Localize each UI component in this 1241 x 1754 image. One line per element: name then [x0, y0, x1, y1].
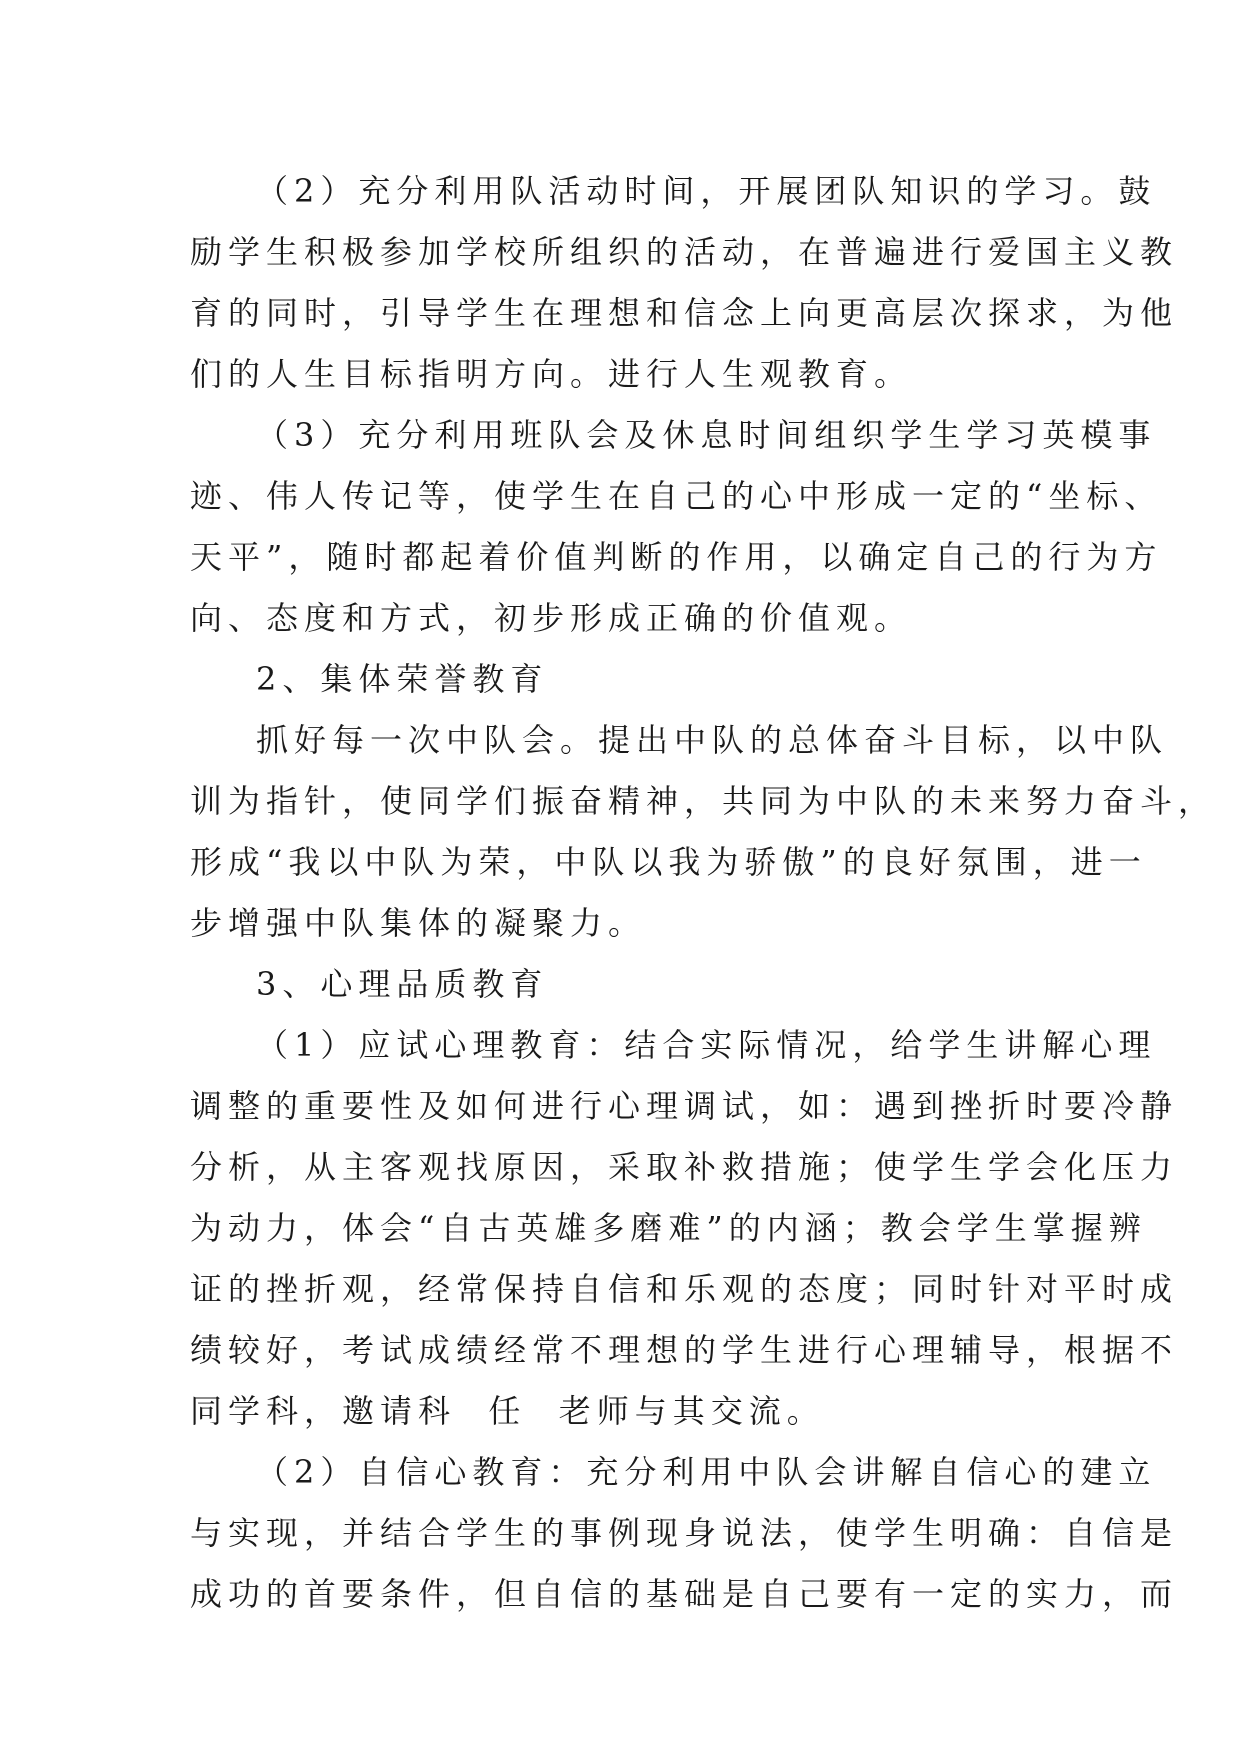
paragraph-line: 形成“我以中队为荣，中队以我为骄傲”的良好氛围，进一 — [190, 843, 1147, 881]
paragraph-line: （2）充分利用队活动时间，开展团队知识的学习。鼓 — [256, 172, 1157, 210]
paragraph-line: 同学科，邀请科 任 老师与其交流。 — [190, 1392, 825, 1430]
paragraph-line: 向、态度和方式，初步形成正确的价值观。 — [190, 599, 913, 637]
paragraph-line: 步增强中队集体的凝聚力。 — [190, 904, 647, 942]
paragraph-line: 天平”，随时都起着价值判断的作用，以确定自己的行为方 — [190, 538, 1163, 576]
section-heading: 3、心理品质教育 — [256, 965, 549, 1003]
paragraph-line: （3）充分利用班队会及休息时间组织学生学习英模事 — [256, 416, 1157, 454]
paragraph-line: （1）应试心理教育：结合实际情况，给学生讲解心理 — [256, 1026, 1157, 1064]
paragraph-line: 分析，从主客观找原因，采取补救措施；使学生学会化压力 — [190, 1148, 1179, 1186]
paragraph-line: 证的挫折观，经常保持自信和乐观的态度；同时针对平时成 — [190, 1270, 1179, 1308]
section-heading: 2、集体荣誉教育 — [256, 660, 549, 698]
paragraph-line: 抓好每一次中队会。提出中队的总体奋斗目标，以中队 — [256, 721, 1169, 759]
paragraph-line: 绩较好，考试成绩经常不理想的学生进行心理辅导，根据不 — [190, 1331, 1179, 1369]
paragraph-line: 们的人生目标指明方向。进行人生观教育。 — [190, 355, 913, 393]
paragraph-line: 调整的重要性及如何进行心理调试，如：遇到挫折时要冷静 — [190, 1087, 1179, 1125]
paragraph-line: 成功的首要条件，但自信的基础是自己要有一定的实力，而 — [190, 1575, 1179, 1613]
paragraph-line: 为动力，体会“自古英雄多磨难”的内涵；教会学生掌握辨 — [190, 1209, 1147, 1247]
paragraph-line: 育的同时，引导学生在理想和信念上向更高层次探求，为他 — [190, 294, 1179, 332]
paragraph-line: 励学生积极参加学校所组织的活动，在普遍进行爱国主义教 — [190, 233, 1179, 271]
paragraph-line: 迹、伟人传记等，使学生在自己的心中形成一定的“坐标、 — [190, 477, 1163, 515]
paragraph-line: 训为指针，使同学们振奋精神，共同为中队的未来努力奋斗， — [190, 782, 1217, 820]
paragraph-line: （2）自信心教育：充分利用中队会讲解自信心的建立 — [256, 1453, 1157, 1491]
document-body — [190, 161, 1217, 1625]
paragraph-line: 与实现，并结合学生的事例现身说法，使学生明确：自信是 — [190, 1514, 1179, 1552]
